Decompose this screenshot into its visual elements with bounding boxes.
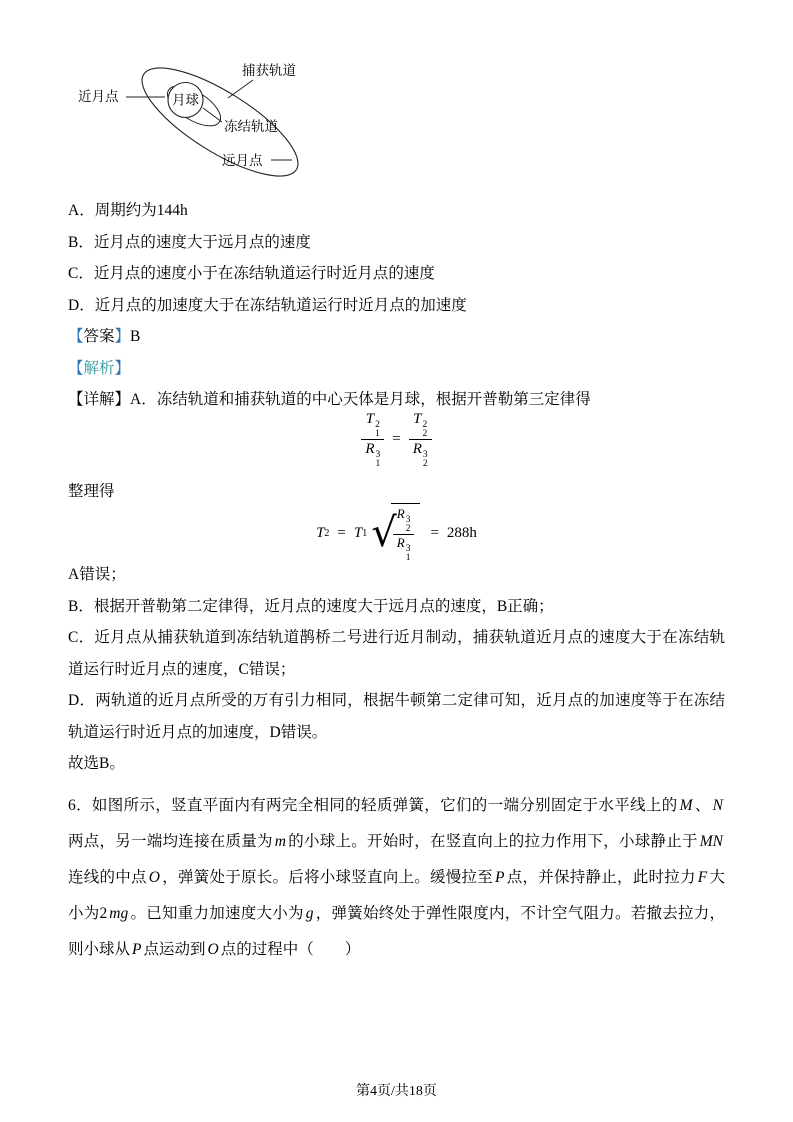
subscript: 2	[324, 527, 330, 539]
perilune-label: 近月点	[78, 89, 119, 104]
fraction-numerator	[361, 410, 384, 439]
fraction-left	[361, 410, 384, 469]
math-variable: O	[207, 940, 219, 958]
equals-sign: =	[337, 524, 346, 541]
fraction-denominator	[393, 534, 415, 563]
script-stack	[406, 545, 411, 563]
option-b: B．近月点的速度大于远月点的速度	[68, 233, 311, 251]
math-symbol: R	[396, 505, 405, 521]
fraction-right	[409, 410, 432, 469]
math-variable: mg	[109, 904, 129, 922]
text-run: 连线的中点	[68, 868, 147, 886]
text-run: 大小为	[68, 868, 725, 922]
text-run: 。已知重力加速度大小为	[130, 904, 304, 922]
moon-label: 月球	[172, 92, 199, 108]
text-run: 、	[694, 796, 711, 814]
math-variable: P	[132, 940, 142, 958]
frozen-orbit-label: 冻结轨道	[224, 119, 278, 134]
math-symbol: T	[365, 411, 375, 427]
text-run: 两点，另一端均连接在质量为	[68, 832, 273, 850]
subscript: 1	[362, 527, 368, 539]
capture-orbit-label: 捕获轨道	[242, 63, 296, 78]
answer-open-bracket: 【	[68, 328, 84, 345]
equals-sign: =	[430, 524, 439, 541]
math-symbol: R	[396, 534, 405, 550]
d-paragraph: D．两轨道的近月点所受的万有引力相同，根据牛顿第二定律可知，近月点的加速度等于在冻结轨道运行时近月点的加速度，D错误。	[68, 692, 725, 741]
superscript: 2	[375, 420, 380, 430]
c-paragraph: C．近月点从捕获轨道到冻结轨道鹊桥二号进行近月制动，捕获轨道近月点的速度大于在冻结轨道运行时近月点的速度，C错误；	[68, 629, 725, 678]
answer-close-bracket: 】	[114, 328, 131, 345]
option-d: D．近月点的加速度大于在冻结轨道运行时近月点的加速度	[68, 296, 467, 314]
superscript: 3	[405, 543, 411, 554]
detail-line-1: 【详解】A．冻结轨道和捕获轨道的中心天体是月球，根据开普勒第三定律得	[68, 391, 591, 408]
fraction-numerator	[409, 410, 432, 439]
fraction-numerator	[393, 506, 415, 534]
math-variable: g	[305, 904, 314, 922]
fraction-denominator	[409, 439, 432, 469]
text-run: ，弹簧处于原长。后将小球竖直向上。缓慢拉至	[161, 868, 493, 886]
radical-sign-icon: √	[371, 510, 397, 556]
orbit-diagram-wrap	[72, 55, 725, 195]
analysis-line	[68, 353, 725, 385]
answer-label: 答案	[83, 328, 115, 345]
b-line: B．根据开普勒第二定律得，近月点的速度大于远月点的速度，B正确；	[68, 597, 554, 615]
conclusion-line: 故选B。	[68, 755, 125, 772]
analysis-open-bracket: 【	[68, 359, 84, 377]
apolune-label: 远月点	[222, 153, 263, 168]
analysis-close-bracket: 】	[114, 359, 131, 377]
subscript: 2	[422, 429, 428, 439]
math-variable: m	[274, 832, 286, 850]
text-run: 的小球上。开始时，在竖直向上的拉力作用下，小球静止于	[287, 832, 698, 850]
leader-line-capture-orbit	[228, 80, 253, 98]
superscript: 3	[375, 450, 381, 460]
radicand	[391, 503, 421, 564]
math-variable: F	[697, 868, 708, 886]
superscript: 3	[405, 514, 411, 525]
script-stack	[375, 421, 380, 439]
math-variable: MN	[699, 832, 723, 850]
script-stack	[422, 421, 427, 439]
math-variable: M	[679, 796, 693, 814]
fraction-denominator	[361, 439, 384, 469]
math-symbol: T	[413, 411, 422, 427]
question-6-paragraph	[68, 788, 725, 968]
text-run: 点运动到	[143, 940, 206, 958]
orbit-diagram	[72, 55, 332, 190]
formula-period-result	[68, 505, 725, 563]
math-symbol: R	[365, 441, 375, 457]
option-a: A．周期约为144h	[68, 202, 188, 219]
math-symbol: T	[353, 524, 363, 541]
script-stack	[423, 451, 428, 469]
text-run: 6．如图所示，竖直平面内有两完全相同的轻质弹簧，它们的一端分别固定于水平线上的	[68, 796, 678, 814]
formula-kepler-third-law	[68, 411, 725, 469]
radicand-fraction	[393, 506, 415, 563]
square-root	[371, 503, 420, 564]
text-run: 点，并保持静止，此时拉力	[506, 868, 696, 886]
math-variable: O	[148, 868, 160, 886]
script-stack	[376, 451, 381, 469]
subscript: 2	[422, 459, 428, 469]
math-variable: N	[712, 796, 723, 814]
math-symbol: R	[412, 441, 422, 457]
page-footer: 第4页/共18页	[356, 1084, 437, 1099]
superscript: 2	[422, 420, 428, 430]
math-symbol: T	[316, 524, 325, 541]
leader-line-frozen-orbit	[203, 108, 222, 122]
subscript: 1	[375, 429, 380, 439]
text-run: 点的过程中（ ）	[220, 940, 361, 958]
subscript: 2	[405, 523, 411, 534]
analysis-label: 解析	[83, 359, 115, 377]
option-c: C．近月点的速度小于在冻结轨道运行时近月点的速度	[68, 265, 435, 282]
answer-value: B	[130, 328, 141, 345]
math-variable: P	[495, 868, 505, 886]
a-wrong-line: A错误；	[68, 566, 126, 583]
text-run: 2	[99, 904, 108, 922]
answer-line	[68, 321, 725, 353]
superscript: 3	[422, 450, 428, 460]
script-stack	[406, 516, 411, 534]
rearrange-line: 整理得	[68, 482, 115, 500]
result-value: 288h	[446, 524, 477, 541]
subscript: 1	[405, 552, 411, 563]
text-run: ，弹簧始终处于弹性限度内，不计空气阻力。若撤去拉力，则小球从	[68, 904, 725, 958]
subscript: 1	[375, 459, 381, 469]
equals-sign: =	[392, 431, 401, 447]
